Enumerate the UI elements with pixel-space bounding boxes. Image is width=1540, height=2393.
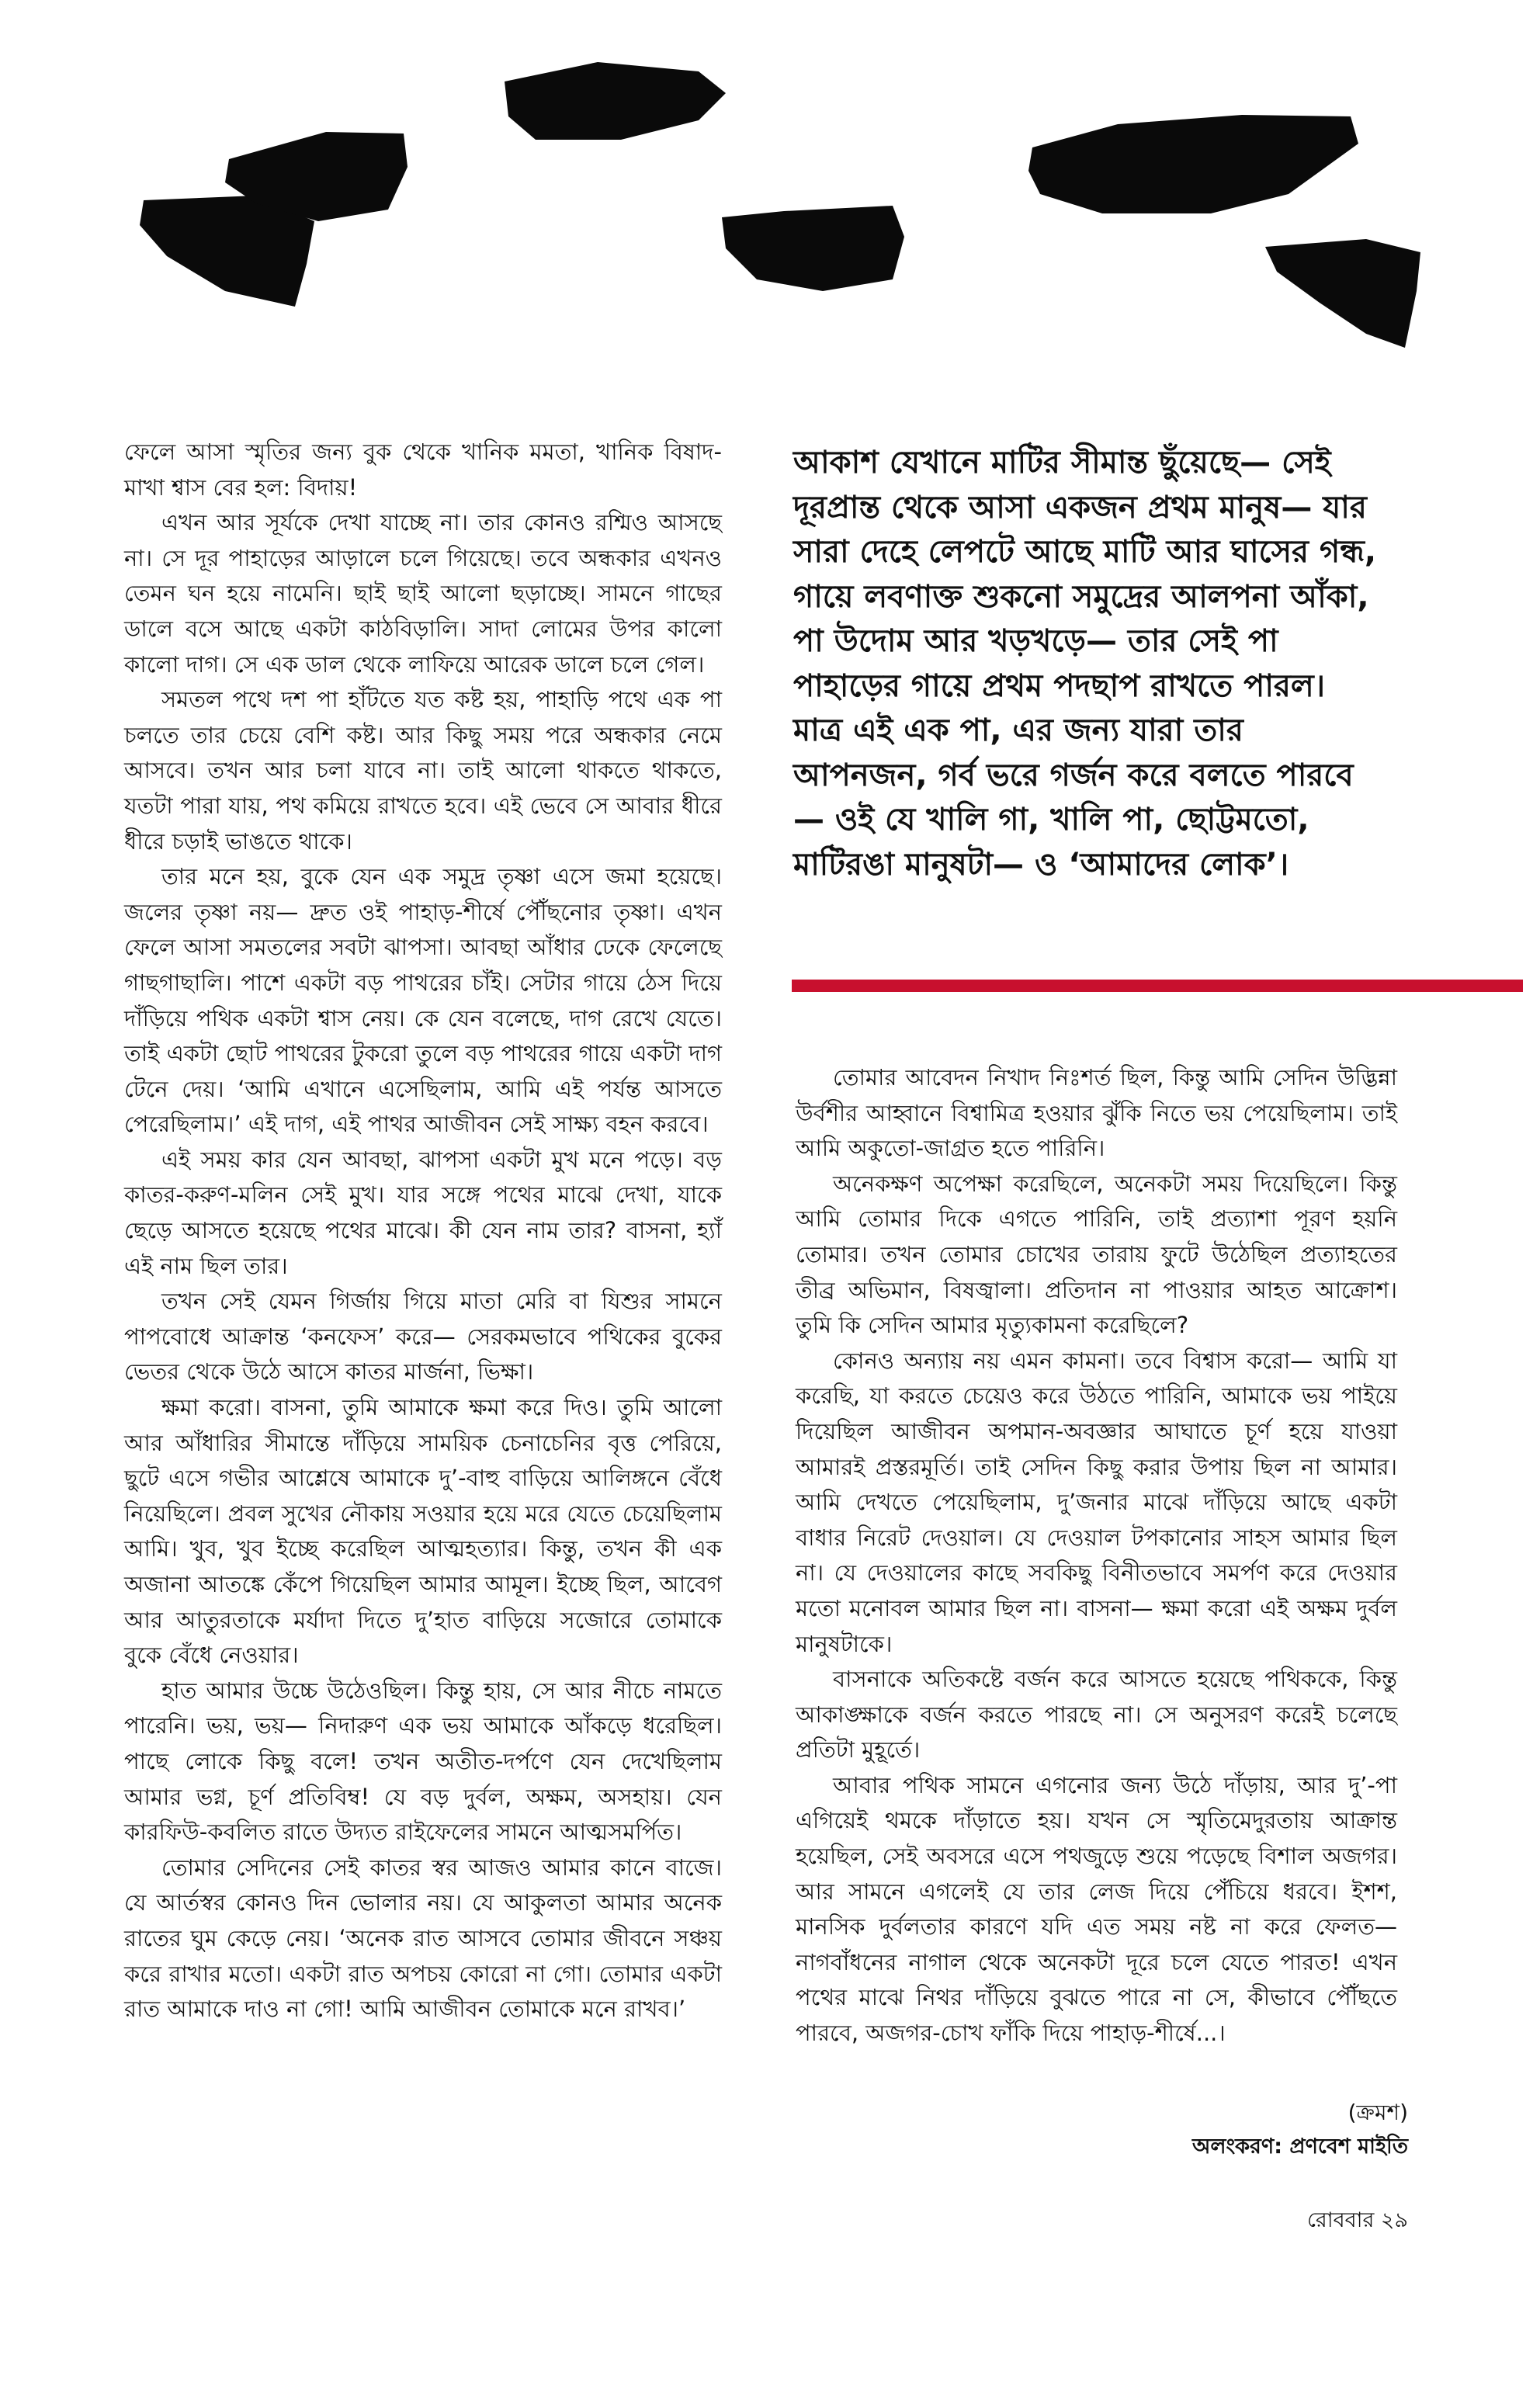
paragraph: এখন আর সূর্যকে দেখা যাচ্ছে না। তার কোনও রশ্মিও আসছে না। সে দূর পাহাড়ের আড়ালে চলে গিয়েছে। তবে অন্ধকার এখনও তেমন ঘন হয়ে নামেনি। ছাই ছাই আলো ছড়াচ্ছে। সামনে গাছের ডালে বসে আছে একটা কাঠবিড়ালি। সাদা লোমের উপর কালো কালো দাগ। সে এক ডাল থেকে লাফিয়ে আরেক ডালে চলে গেল। (124, 509, 722, 678)
brush-stroke (1265, 239, 1420, 348)
paragraph: হাত আমার উচ্চে উঠেওছিল। কিন্তু হায়, সে আর নীচে নামতে পারেনি। ভয়, ভয়— নিদারুণ এক ভয় আমাকে আঁকড়ে ধরেছিল। পাছে লোকে কিছু বলে! তখন অতীত-দর্পণে যেন দেখেছিলাম আমার ভগ্ন, চূর্ণ প্রতিবিম্ব! যে বড় দুর্বল, অক্ষম, অসহায়। যেন কারফিউ-কবলিত রাতে উদ্যত রাইফেলের সামনে আত্মসমর্পিত। (124, 1677, 722, 1846)
accent-divider (792, 980, 1523, 992)
paragraph: বাসনাকে অতিকষ্টে বর্জন করে আসতে হয়েছে পথিককে, কিন্তু আকাঙ্ক্ষাকে বর্জন করতে পারছে না। সে অনুসরণ করেই চলেছে প্রতিটা মুহূর্তে। (796, 1666, 1397, 1764)
brush-stroke (505, 62, 726, 140)
continued-note: (ক্রমশ) (1348, 2100, 1408, 2125)
paragraph: সমতল পথে দশ পা হাঁটতে যত কষ্ট হয়, পাহাড়ি পথে এক পা চলতে তার চেয়ে বেশি কষ্ট। আর কিছু সময় পরে অন্ধকার নেমে আসবে। তখন আর চলা যাবে না। তাই আলো থাকতে থাকতে, যতটা পারা যায়, পথ কমিয়ে রাখতে হবে। এই ভেবে সে আবার ধীরে ধীরে চড়াই ভাঙতে থাকে। (124, 686, 722, 855)
paragraph: ক্ষমা করো। বাসনা, তুমি আমাকে ক্ষমা করে দিও। তুমি আলো আর আঁধারির সীমান্তে দাঁড়িয়ে সাময়িক চেনাচেনির বৃত্ত পেরিয়ে, ছুটে এসে গভীর আশ্লেষে আমাকে দু’-বাহু বাড়িয়ে আলিঙ্গনে বেঁধে নিয়েছিলে। প্রবল সুখের নৌকায় সওয়ার হয়ে মরে যেতে চেয়েছিলাম আমি। খুব, খুব ইচ্ছে করেছিল আত্মহত্যার। কিন্তু, তখন কী এক অজানা আতঙ্কে কেঁপে গিয়েছিল আমার আমূল। ইচ্ছে ছিল, আবেগ আর আতুরতাকে মর্যাদা দিতে দু’হাত বাড়িয়ে সজোরে তোমাকে বুকে বেঁধে নেওয়ার। (124, 1394, 722, 1669)
illustration-credit: অলংকরণ: প্রণবেশ মাইতি (1192, 2135, 1408, 2159)
brush-stroke (1028, 115, 1358, 213)
paragraph: তোমার আবেদন নিখাদ নিঃশর্ত ছিল, কিন্তু আমি সেদিন উদ্ভিন্না উর্বশীর আহ্বানে বিশ্বামিত্র হওয়ার ঝুঁকি নিতে ভয় পেয়েছিলাম। তাই আমি অকুতো-জাগ্রত হতে পারিনি। (796, 1064, 1397, 1162)
paragraph: তার মনে হয়, বুকে যেন এক সমুদ্র তৃষ্ণা এসে জমা হয়েছে। জলের তৃষ্ণা নয়— দ্রুত ওই পাহাড়-শীর্ষে পৌঁছনোর তৃষ্ণা। এখন ফেলে আসা সমতলের সবটা ঝাপসা। আবছা আঁধার ঢেকে ফেলেছে গাছগাছালি। পাশে একটা বড় পাথরের চাঁই। সেটার গায়ে ঠেস দিয়ে দাঁড়িয়ে পথিক একটা শ্বাস নেয়। কে যেন বলেছে, দাগ রেখে যেতে। তাই একটা ছোট পাথরের টুকরো তুলে বড় পাথরের গায়ে একটা দাগ টেনে দেয়। ‘আমি এখানে এসেছিলাম, আমি এই পর্যন্ত আসতে পেরেছিলাম।’ এই দাগ, এই পাথর আজীবন সেই সাক্ষ্য বহন করবে। (124, 863, 722, 1138)
page-number: রোববার ২৯ (1306, 2208, 1408, 2232)
right-text-column (796, 1060, 1397, 2051)
paragraph: তখন সেই যেমন গির্জায় গিয়ে মাতা মেরি বা যিশুর সামনে পাপবোধে আক্রান্ত ‘কনফেস’ করে— সেরকমভাবে পথিকের বুকের ভেতর থেকে উঠে আসে কাতর মার্জনা, ভিক্ষা। (124, 1288, 722, 1386)
paragraph: ফেলে আসা স্মৃতির জন্য বুক থেকে খানিক মমতা, খানিক বিষাদ-মাখা শ্বাস বের হল: বিদায়! (124, 439, 722, 501)
paragraph: তোমার সেদিনের সেই কাতর স্বর আজও আমার কানে বাজে। যে আর্তস্বর কোনও দিন ভোলার নয়। যে আকুলতা আমার অনেক রাতের ঘুম কেড়ে নেয়। ‘অনেক রাত আসবে তোমার জীবনে সঞ্চয় করে রাখার মতো। একটা রাত অপচয় কোরো না গো। তোমার একটা রাত আমাকে দাও না গো! আমি আজীবন তোমাকে মনে রাখব।’ (124, 1854, 722, 2023)
brush-stroke-illustration (0, 0, 1540, 404)
left-text-column (124, 435, 722, 2027)
brush-stroke (722, 206, 904, 291)
pull-quote: আকাশ যেখানে মাটির সীমান্ত ছুঁয়েছে— সেই দূরপ্রান্ত থেকে আসা একজন প্রথম মানুষ— যার সারা দেহে লেপটে আছে মাটি আর ঘাসের গন্ধ, গায়ে লবণাক্ত শুকনো সমুদ্রের আলপনা আঁকা, পা উদোম আর খড়খড়ে— তার সেই পা পাহাড়ের গায়ে প্রথম পদছাপ রাখতে পারল। মাত্র এই এক পা, এর জন্য যারা তার আপনজন, গর্ব ভরে গর্জন করে বলতে পারবে— ওই যে খালি গা, খালি পা, ছোট্টমতো, মাটিরঙা মানুষটা— ও ‘আমাদের লোক’। (793, 445, 1377, 883)
paragraph: আবার পথিক সামনে এগনোর জন্য উঠে দাঁড়ায়, আর দু’-পা এগিয়েই থমকে দাঁড়াতে হয়। যখন সে স্মৃতিমেদুরতায় আক্রান্ত হয়েছিল, সেই অবসরে এসে পথজুড়ে শুয়ে পড়েছে বিশাল অজগর। আর সামনে এগলেই যে তার লেজ দিয়ে পেঁচিয়ে ধরবে। ইশশ, মানসিক দুর্বলতার কারণে যদি এত সময় নষ্ট না করে ফেলত— নাগবাঁধনের নাগাল থেকে অনেকটা দূরে চলে যেতে পারত! এখন পথের মাঝে নিথর দাঁড়িয়ে বুঝতে পারে না সে, কীভাবে পৌঁছতে পারবে, অজগর-চোখ ফাঁকি দিয়ে পাহাড়-শীর্ষে...। (796, 1771, 1397, 2047)
paragraph: এই সময় কার যেন আবছা, ঝাপসা একটা মুখ মনে পড়ে। বড় কাতর-করুণ-মলিন সেই মুখ। যার সঙ্গে পথের মাঝে দেখা, যাকে ছেড়ে আসতে হয়েছে পথের মাঝে। কী যেন নাম তার? বাসনা, হ্যাঁ এই নাম ছিল তার। (124, 1146, 722, 1279)
paragraph: অনেকক্ষণ অপেক্ষা করেছিলে, অনেকটা সময় দিয়েছিলে। কিন্তু আমি তোমার দিকে এগতে পারিনি, তাই প্রত্যাশা পূরণ হয়নি তোমার। তখন তোমার চোখের তারায় ফুটে উঠেছিল প্রত্যাহতের তীব্র অভিমান, বিষজ্বালা। প্রতিদান না পাওয়ার আহত আক্রোশ। তুমি কি সেদিন আমার মৃত্যুকামনা করেছিলে? (796, 1170, 1397, 1339)
paragraph: কোনও অন্যায় নয় এমন কামনা। তবে বিশ্বাস করো— আমি যা করেছি, যা করতে চেয়েও করে উঠতে পারিনি, আমাকে ভয় পাইয়ে দিয়েছিল আজীবন অপমান-অবজ্ঞার আঘাতে চূর্ণ হয়ে যাওয়া আমারই প্রস্তরমূর্তি। তাই সেদিন কিছু করার উপায় ছিল না আমার। আমি দেখতে পেয়েছিলাম, দু’জনার মাঝে দাঁড়িয়ে আছে একটা বাধার নিরেট দেওয়াল। যে দেওয়াল টপকানোর সাহস আমার ছিল না। যে দেওয়ালের কাছে সবকিছু বিনীতভাবে সমর্পণ করে দেওয়ার মতো মনোবল আমার ছিল না। বাসনা— ক্ষমা করো এই অক্ষম দুর্বল মানুষটাকে। (796, 1347, 1397, 1657)
